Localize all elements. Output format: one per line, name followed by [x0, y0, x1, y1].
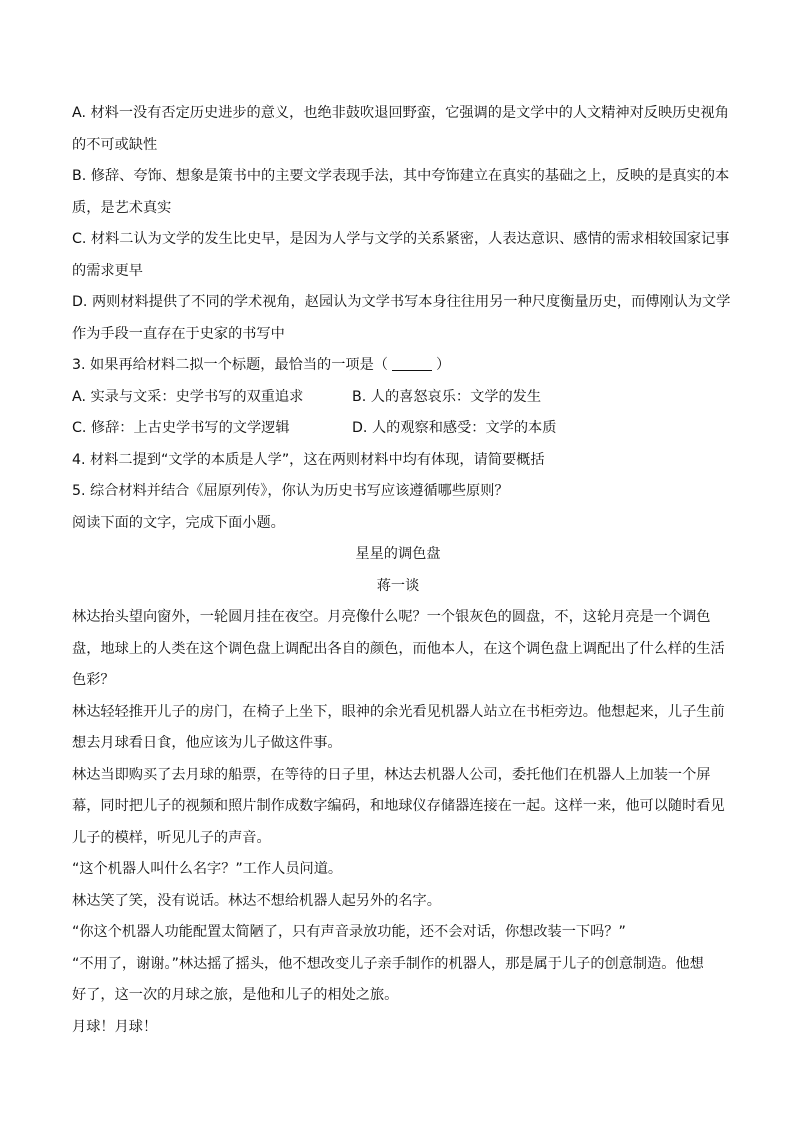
option-b-line2: 质，是艺术真实: [72, 199, 172, 216]
story-author: 蒋一谈: [376, 577, 420, 594]
story-p1-line3: 色彩？: [72, 672, 115, 688]
story-p6: “你这个机器人功能配置太简陋了，只有声音录放功能，还不会对话，你想改装一下吗？”: [72, 924, 626, 940]
q3-option-d: D. 人的观察和感受：文学的本质: [352, 420, 557, 436]
story-p3-line1: 林达当即购买了去月球的船票，在等待的日子里，林达去机器人公司，委托他们在机器人上加装一个屏: [72, 766, 711, 783]
q3-option-b: B. 人的喜怒哀乐：文学的发生: [352, 388, 542, 405]
question-5: 5. 综合材料并结合《屈原列传》，你认为历史书写应该遵循哪些原则？: [72, 483, 509, 499]
option-a-line1: A. 材料一没有否定历史进步的意义，也绝非鼓吹退回野蛮，它强调的是文学中的人文精神对反映历史视角: [72, 105, 729, 121]
question-3-stem: [72, 350, 724, 382]
story-p2-line1: 林达轻轻推开儿子的房门，在椅子上坐下，眼神的余光看见机器人站立在书柜旁边。他想起来，儿子生前: [72, 703, 725, 720]
option-c-line2: 的需求更早: [72, 262, 143, 279]
story-p3-line3: 儿子的模样，听见儿子的声音。: [72, 829, 271, 846]
reading-instruction: 阅读下面的文字，完成下面小题。: [72, 514, 285, 531]
story-p2-line2: 想去月球看日食，他应该为儿子做这件事。: [72, 735, 342, 751]
question-3-options-cd: [72, 413, 724, 445]
story-p1-line1: 林达抬头望向窗外，一轮圆月挂在夜空。月亮像什么呢？一个银灰色的圆盘，不，这轮月亮是一个调色: [72, 609, 711, 625]
option-a-line2: 的不可或缺性: [72, 136, 158, 153]
option-d-line1: D. 两则材料提供了不同的学术视角，赵园认为文学书写本身往往用另一种尺度衡量历史，而傅刚认为文学: [72, 294, 731, 310]
story-p3-line2: 幕，同时把儿子的视频和照片制作成数字编码，和地球仪存储器连接在一起。这样一来，他可以随时看见: [72, 798, 725, 814]
answer-blank[interactable]: [392, 352, 432, 371]
option-c-line1: C. 材料二认为文学的发生比史早，是因为人学与文学的关系紧密，人表达意识、感情的需求相较国家记事: [72, 231, 730, 247]
question-3-stem-before: 3. 如果再给材料二拟一个标题，最恰当的一项是（: [72, 357, 388, 373]
option-b-line1: B. 修辞、夸饰、想象是策书中的主要文学表现手法，其中夸饰建立在真实的基础之上，反映的是真实的本: [72, 168, 730, 184]
story-p7-line1: “不用了，谢谢。”林达摇了摇头，他不想改变儿子亲手制作的机器人，那是属于儿子的创意制造。他想: [72, 955, 704, 972]
question-3-options-ab: [72, 382, 724, 414]
story-p1-line2: 盘，地球上的人类在这个调色盘上调配出各自的颜色，而他本人，在这个调色盘上调配出了什么样的生活: [72, 640, 725, 657]
question-3-stem-after: ）: [436, 357, 451, 373]
q3-option-c: C. 修辞：上古史学书写的文学逻辑: [72, 420, 290, 436]
story-p5: 林达笑了笑，没有说话。林达不想给机器人起另外的名字。: [72, 892, 441, 909]
question-4: 4. 材料二提到“文学的本质是人学”，这在两则材料中均有体现，请简要概括: [72, 451, 545, 468]
story-p7-line2: 好了，这一次的月球之旅，是他和儿子的相处之旅。: [72, 987, 399, 1003]
option-d-line2: 作为手段一直存在于史家的书写中: [72, 325, 285, 342]
story-title: 星星的调色盘: [355, 546, 441, 562]
q3-option-a: A. 实录与文采：史学书写的双重追求: [72, 388, 304, 405]
story-p8: 月球！月球！: [72, 1018, 158, 1035]
document-page: [72, 98, 731, 1043]
story-p4: “这个机器人叫什么名字？”工作人员问道。: [72, 861, 343, 877]
